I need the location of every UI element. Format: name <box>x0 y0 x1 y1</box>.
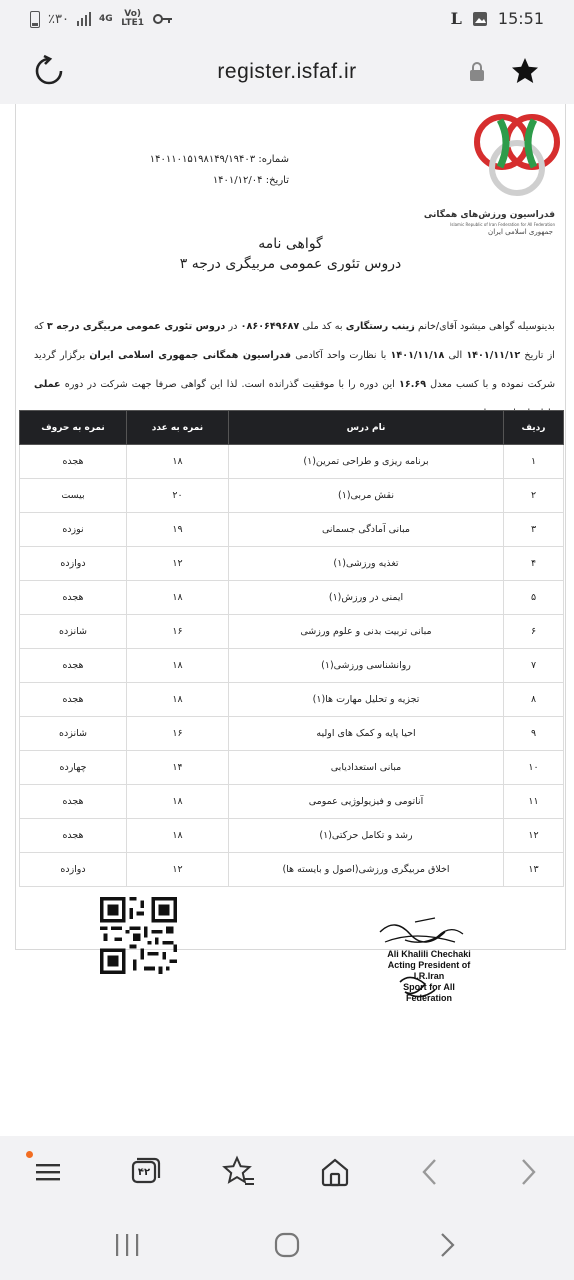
row-number-cell: ۵ <box>504 581 564 615</box>
browser-bottom-nav <box>0 1136 574 1208</box>
row-number-cell: ۶ <box>504 615 564 649</box>
org-country: جمهوری اسلامی ایران <box>488 228 553 236</box>
body-text-2: به کد ملی <box>302 321 343 332</box>
score-words-cell: هجده <box>20 785 127 819</box>
signatory-title-2: Sport for All Federation <box>403 982 455 1003</box>
course-name-cell: احیا پایه و کمک های اولیه <box>229 717 504 751</box>
signatory-name: Ali Khalili Chechaki <box>387 949 471 959</box>
date-from: ۱۴۰۱/۱۱/۱۲ <box>466 350 521 361</box>
home-circle-icon[interactable] <box>271 1230 303 1260</box>
certificate-meta <box>149 154 289 196</box>
body-text-5: الی <box>448 350 463 361</box>
certificate-title: گواهی نامه <box>258 236 323 252</box>
score-number-cell: ۱۸ <box>127 649 229 683</box>
score-words-cell: دوازده <box>20 853 127 887</box>
course-name-cell: ایمنی در ورزش(۱) <box>229 581 504 615</box>
col-course-name: نام درس <box>229 411 504 445</box>
battery-icon <box>30 11 40 28</box>
federation-name: فدراسیون همگانی جمهوری اسلامی ایران <box>89 350 292 361</box>
practical-course: عملی <box>34 379 61 390</box>
table-row <box>20 445 564 479</box>
lock-icon[interactable] <box>469 62 485 82</box>
favorites-icon[interactable] <box>221 1154 257 1190</box>
score-words-cell: هجده <box>20 819 127 853</box>
row-number-cell: ۷ <box>504 649 564 683</box>
row-number-cell: ۱ <box>504 445 564 479</box>
score-number-cell: ۱۶ <box>127 717 229 751</box>
table-row <box>20 819 564 853</box>
table-row <box>20 547 564 581</box>
national-code: ۰۸۶۰۶۴۹۶۸۷ <box>240 321 300 332</box>
score-words-cell: چهارده <box>20 751 127 785</box>
recipient-name: زینب رستگاری <box>345 321 415 332</box>
course-name-cell: رشد و تکامل حرکتی(۱) <box>229 819 504 853</box>
network-indicator <box>99 15 113 24</box>
body-text-7: برگزار گردید شرکت نموده و با کسب معدل <box>34 350 555 390</box>
signatory-title-1: Acting President of I.R.Iran <box>387 960 471 981</box>
table-row <box>20 853 564 887</box>
average-score: ۱۶.۶۹ <box>398 379 427 390</box>
org-name: فدراسیون ورزش‌های همگانی <box>423 210 555 220</box>
table-row <box>20 683 564 717</box>
key-icon <box>153 13 173 25</box>
table-row <box>20 615 564 649</box>
row-number-cell: ۱۲ <box>504 819 564 853</box>
number-row <box>149 154 289 165</box>
tabs-button[interactable] <box>127 1154 163 1190</box>
score-number-cell: ۱۸ <box>127 445 229 479</box>
score-number-cell: ۲۰ <box>127 479 229 513</box>
date-to: ۱۴۰۱/۱۱/۱۸ <box>390 350 445 361</box>
row-number-cell: ۱۳ <box>504 853 564 887</box>
score-words-cell: دوازده <box>20 547 127 581</box>
score-number-cell: ۱۸ <box>127 581 229 615</box>
date-value: ۱۴۰۱/۱۲/۰۴ <box>212 175 263 186</box>
tab-count: ۴۲ <box>137 1166 151 1178</box>
forward-icon[interactable] <box>510 1154 546 1190</box>
date-label: تاریخ: <box>265 175 289 186</box>
table-body <box>20 445 564 887</box>
row-number-cell: ۱۰ <box>504 751 564 785</box>
bookmark-star-icon[interactable] <box>510 56 540 86</box>
table-row <box>20 479 564 513</box>
table-row <box>20 513 564 547</box>
course-name-cell: روانشناسی ورزشی(۱) <box>229 649 504 683</box>
score-words-cell: هجده <box>20 649 127 683</box>
system-back-icon[interactable] <box>432 1230 462 1260</box>
number-label: شماره: <box>258 154 289 165</box>
score-words-cell: بیست <box>20 479 127 513</box>
browser-toolbar <box>0 40 574 104</box>
table-row <box>20 751 564 785</box>
recents-icon[interactable] <box>110 1230 144 1260</box>
date-row <box>164 175 289 186</box>
body-text-4: که از تاریخ <box>34 321 555 361</box>
score-number-cell: ۱۲ <box>127 547 229 581</box>
signal-icon <box>77 12 91 26</box>
certificate-subtitle: دروس تئوری عمومی مربیگری درجه ۳ <box>179 256 402 272</box>
status-right <box>451 9 544 28</box>
table-row <box>20 717 564 751</box>
menu-icon[interactable] <box>30 1154 66 1190</box>
l-app-icon: L <box>450 9 462 28</box>
course-name: دروس تئوری عمومی مربیگری درجه ۳ <box>46 321 226 332</box>
clock: 15:51 <box>497 9 544 28</box>
row-number-cell: ۳ <box>504 513 564 547</box>
row-number-cell: ۸ <box>504 683 564 717</box>
table-header-row <box>20 411 564 445</box>
score-number-cell: ۱۸ <box>127 785 229 819</box>
score-words-cell: هجده <box>20 445 127 479</box>
col-score-words: نمره به حروف <box>20 411 127 445</box>
table-row <box>20 581 564 615</box>
url-address[interactable]: register.isfaf.ir <box>217 60 357 83</box>
score-number-cell: ۱۸ <box>127 819 229 853</box>
score-words-cell: شانزده <box>20 717 127 751</box>
score-number-cell: ۱۶ <box>127 615 229 649</box>
course-name-cell: اخلاق مربیگری ورزشی(اصول و بایسته ها) <box>229 853 504 887</box>
table-row <box>20 649 564 683</box>
row-number-cell: ۱۱ <box>504 785 564 819</box>
score-number-cell: ۱۴ <box>127 751 229 785</box>
row-number-cell: ۲ <box>504 479 564 513</box>
course-name-cell: نقش مربی(۱) <box>229 479 504 513</box>
course-name-cell: آناتومی و فیزیولوژیی عمومی <box>229 785 504 819</box>
course-name-cell: تغذیه ورزشی(۱) <box>229 547 504 581</box>
network-type: 4G <box>98 13 113 24</box>
score-words-cell: هجده <box>20 683 127 717</box>
body-text-8: این دوره را با موفقیت گذرانده است. لذا این گواهی صرفا جهت شرکت در دوره <box>64 379 395 390</box>
score-number-cell: ۱۹ <box>127 513 229 547</box>
body-text-1: بدینوسیله گواهی میشود آقای/خانم <box>417 321 555 332</box>
row-number-cell: ۹ <box>504 717 564 751</box>
status-bar <box>0 0 574 40</box>
grades-table <box>19 410 564 887</box>
gallery-icon <box>472 11 488 27</box>
certificate-document <box>15 104 566 950</box>
volte-indicator: Vo) LTE1 <box>121 9 144 28</box>
course-name-cell: مبانی آمادگی جسمانی <box>229 513 504 547</box>
course-name-cell: مبانی تربیت بدنی و علوم ورزشی <box>229 615 504 649</box>
course-name-cell: برنامه ریزی و طراحی تمرین(۱) <box>229 445 504 479</box>
number-value: ۱۴۰۱۱۰۱۵۱۹۸۱۴۹/۱۹۴۰۳ <box>149 154 256 165</box>
web-viewport[interactable] <box>0 104 574 1136</box>
score-words-cell: شانزده <box>20 615 127 649</box>
score-words-cell: هجده <box>20 581 127 615</box>
qr-code <box>100 897 177 974</box>
home-icon[interactable] <box>317 1154 353 1190</box>
back-icon[interactable] <box>413 1154 449 1190</box>
system-navigation-bar <box>0 1208 574 1280</box>
federation-logo <box>472 112 562 204</box>
certificate-title-block <box>16 236 565 272</box>
score-number-cell: ۱۸ <box>127 683 229 717</box>
body-text-3: در <box>228 321 238 332</box>
col-score-number: نمره به عدد <box>127 411 229 445</box>
status-left <box>30 10 173 28</box>
org-subtitle: Islamic Republic of Iran Federation for All Federation <box>450 222 555 227</box>
body-text-6: با نظارت واحد آکادمی <box>295 350 387 361</box>
course-name-cell: مبانی استعدادیابی <box>229 751 504 785</box>
signatory-block <box>383 949 475 1004</box>
score-number-cell: ۱۲ <box>127 853 229 887</box>
score-words-cell: نوزده <box>20 513 127 547</box>
table-row <box>20 785 564 819</box>
battery-percent: ٪۳۰ <box>48 11 69 27</box>
col-row-number: ردیف <box>504 411 564 445</box>
course-name-cell: تجزیه و تحلیل مهارت ها(۱) <box>229 683 504 717</box>
row-number-cell: ۴ <box>504 547 564 581</box>
